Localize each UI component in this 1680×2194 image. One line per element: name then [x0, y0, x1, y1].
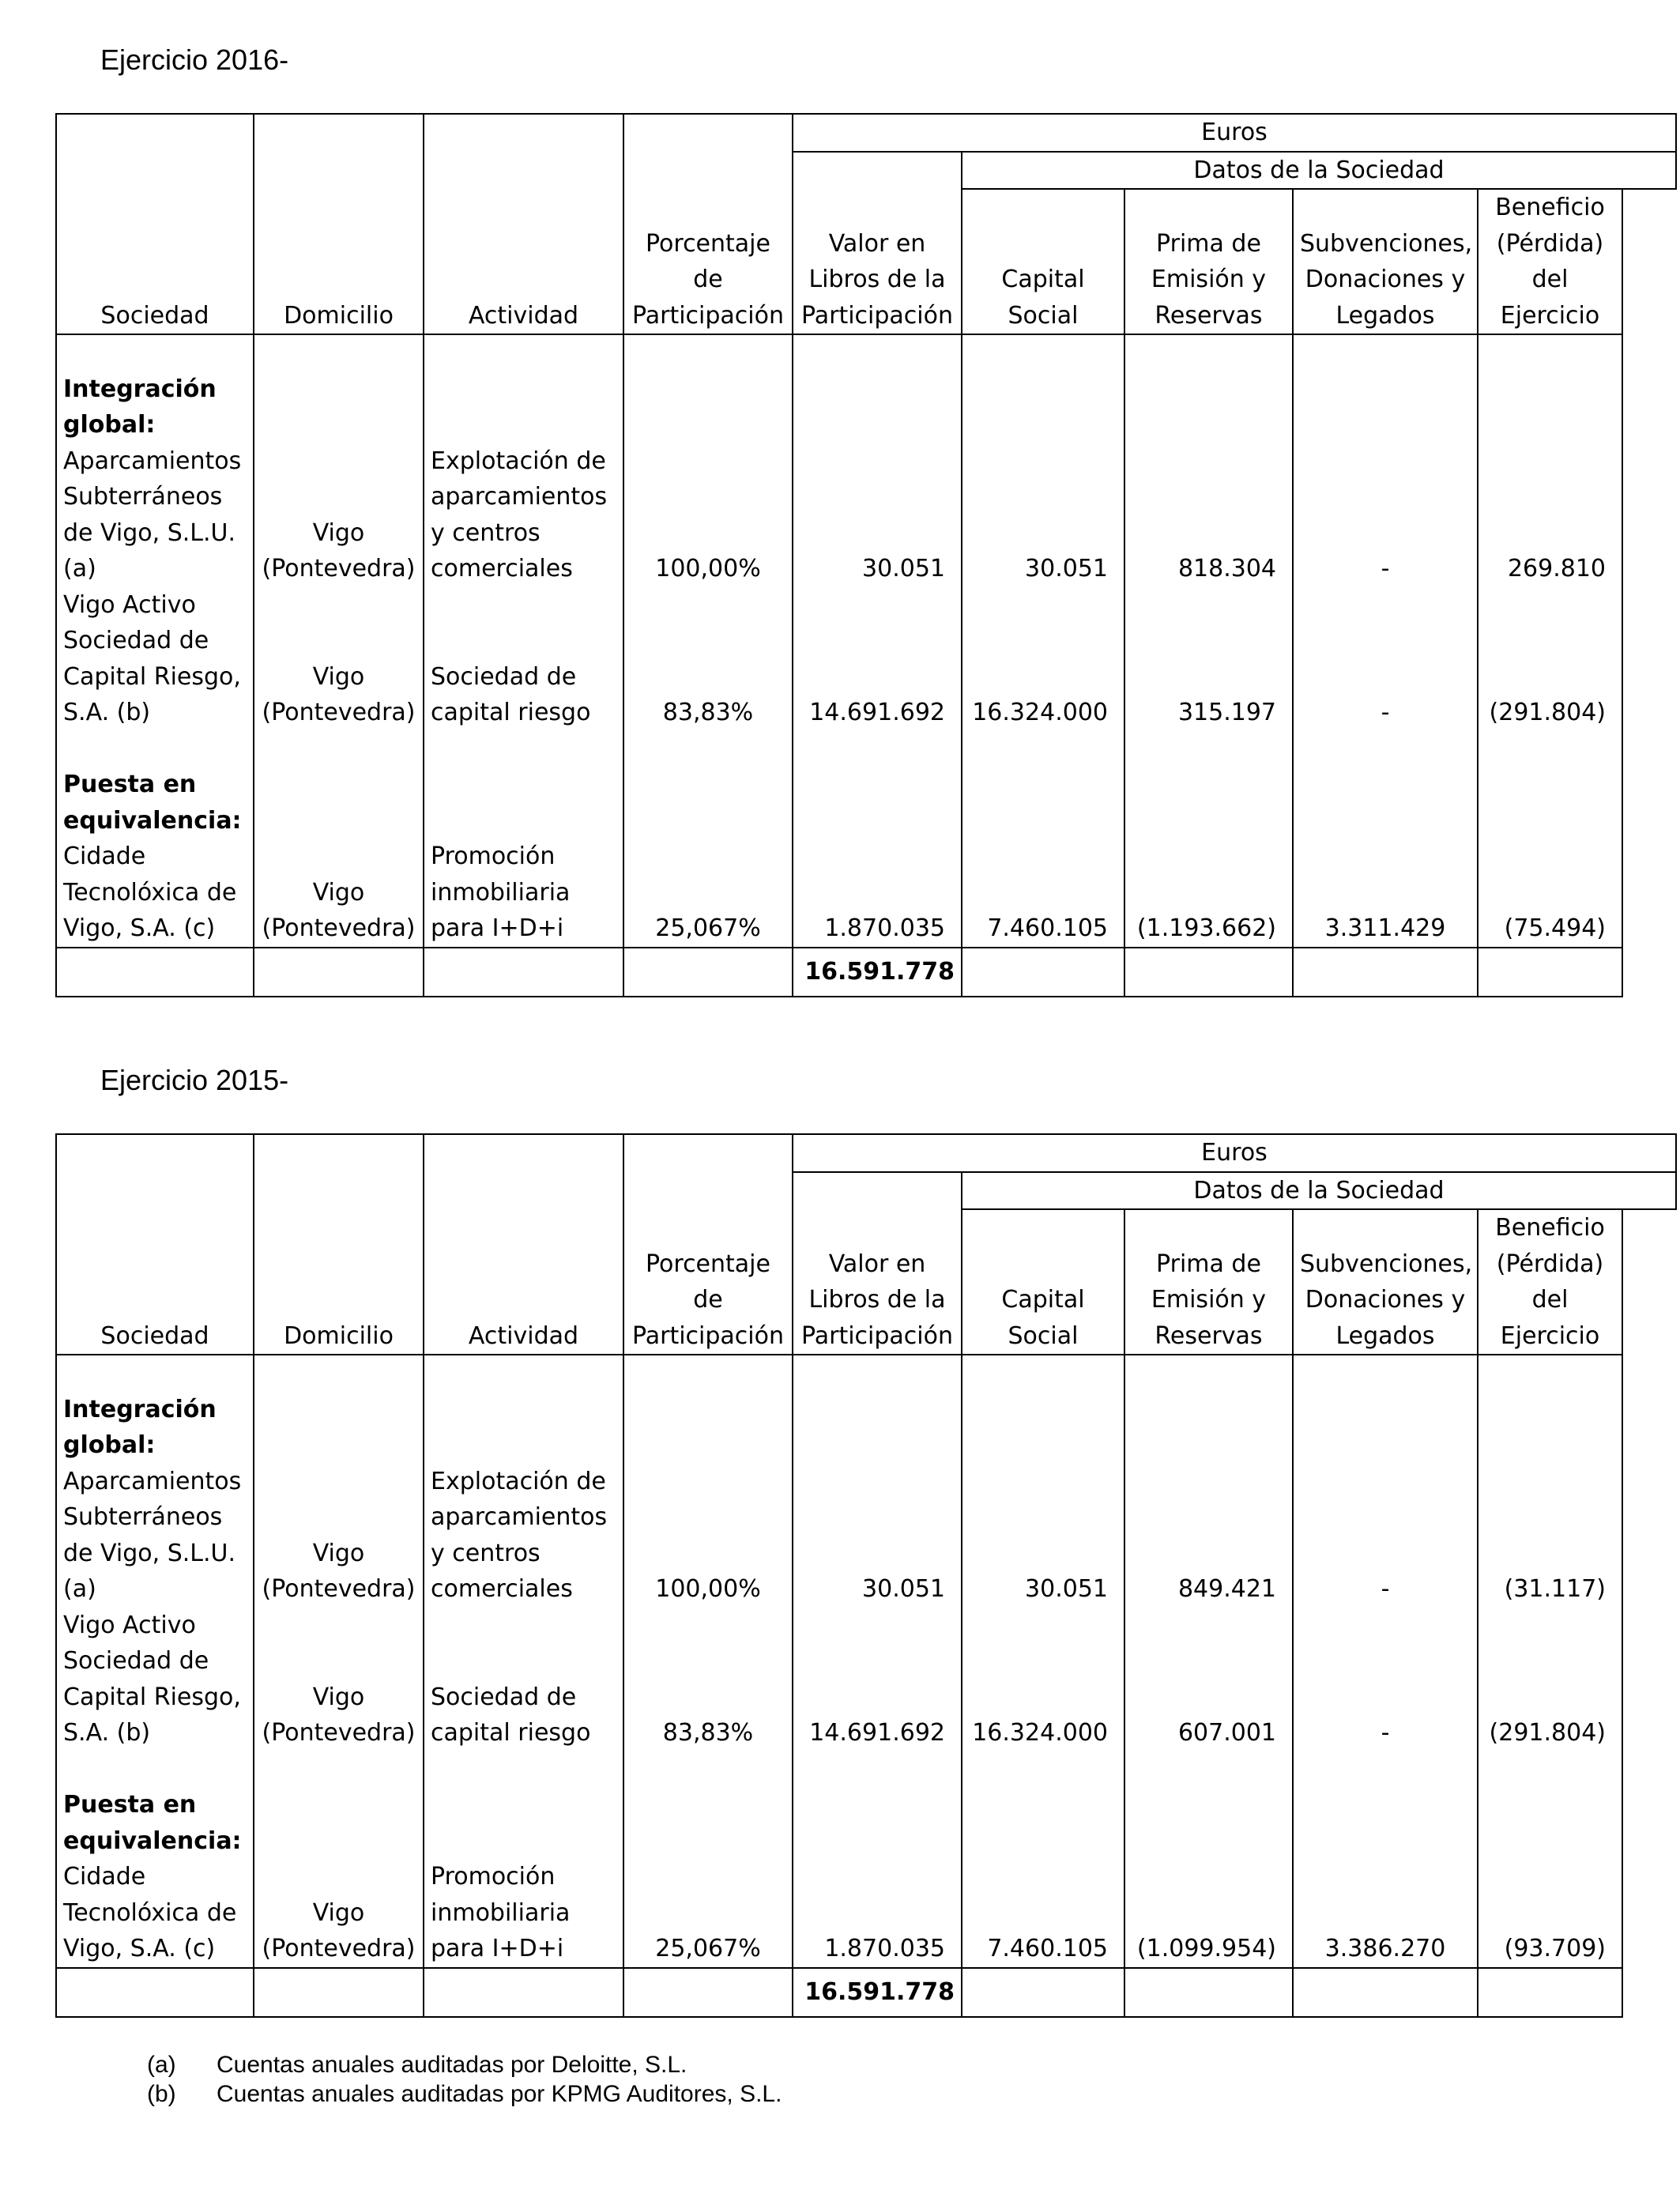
- col-beneficio: [1478, 1355, 1622, 1968]
- row-subvenciones: -: [1381, 555, 1390, 582]
- header-label: Participación: [800, 1321, 953, 1350]
- row-sociedad: (a): [63, 1575, 96, 1603]
- row-actividad: para I+D+i: [431, 1935, 564, 1962]
- row-sociedad: Tecnolóxica de: [63, 878, 237, 907]
- col-beneficio: [1478, 334, 1622, 948]
- header-label: Participación: [800, 301, 953, 330]
- header-label: Prima de: [1156, 229, 1261, 258]
- row-domicilio: Vigo: [312, 1898, 365, 1927]
- header-capital-social: [962, 189, 1124, 334]
- row-porcentaje: 25,067%: [655, 1935, 761, 1962]
- group-label: Integración: [63, 375, 217, 403]
- row-domicilio: (Pontevedra): [262, 1575, 416, 1603]
- header-label: del: [1531, 266, 1569, 293]
- row-capital-social: 7.460.105: [987, 1935, 1108, 1962]
- row-beneficio: (93.709): [1504, 1935, 1606, 1962]
- row-sociedad: S.A. (b): [63, 699, 151, 726]
- group-label: Puesta en: [63, 771, 197, 798]
- footnote-text: Cuentas anuales auditadas por Deloitte, S.L.: [217, 2052, 687, 2078]
- col-actividad: [424, 1355, 623, 1968]
- group-label: equivalencia:: [63, 806, 242, 835]
- col-capital-social: [962, 334, 1124, 948]
- col-sociedad: [56, 1355, 254, 1968]
- group-label: global:: [63, 1431, 156, 1459]
- row-valor-libros: 14.691.692: [809, 699, 945, 726]
- header-label: Euros: [1201, 119, 1268, 146]
- row-prima: (1.099.954): [1136, 1935, 1276, 1962]
- header-label: Legados: [1335, 1321, 1435, 1350]
- row-sociedad: Tecnolóxica de: [63, 1898, 237, 1927]
- row-subvenciones: 3.311.429: [1324, 914, 1446, 942]
- header-label: Datos de la Sociedad: [1193, 1176, 1445, 1204]
- row-sociedad: Vigo, S.A. (c): [63, 1935, 216, 1962]
- col-porcentaje: [623, 1355, 793, 1968]
- row-actividad: comerciales: [431, 555, 573, 582]
- group-label: Integración: [63, 1395, 217, 1423]
- section-title-2016: Ejercicio 2016-: [100, 43, 289, 76]
- row-sociedad: Aparcamientos: [63, 447, 242, 475]
- row-domicilio: (Pontevedra): [262, 555, 416, 582]
- col-porcentaje: [623, 334, 793, 948]
- row-domicilio: Vigo: [312, 878, 365, 907]
- header-label: Domicilio: [284, 1321, 394, 1350]
- col-domicilio: [254, 334, 424, 948]
- row-valor-libros: 30.051: [862, 1575, 945, 1603]
- row-prima: 818.304: [1177, 555, 1276, 582]
- row-sociedad: Vigo Activo: [63, 590, 196, 619]
- header-label: Actividad: [468, 301, 579, 330]
- row-subvenciones: -: [1381, 699, 1390, 726]
- header-capital-social: [962, 1209, 1124, 1355]
- row-sociedad: Cidade: [63, 1863, 146, 1891]
- footnote: [147, 2079, 782, 2109]
- header-label: Beneficio: [1495, 194, 1605, 221]
- row-valor-libros: 30.051: [862, 555, 945, 582]
- header-label: Social: [1008, 1321, 1079, 1350]
- header-label: (Pérdida): [1496, 229, 1604, 258]
- header-valor-libros: [793, 152, 962, 335]
- table: [55, 113, 1677, 997]
- header-label: Reservas: [1155, 301, 1263, 330]
- header-label: Donaciones y: [1305, 1286, 1466, 1314]
- row-actividad: aparcamientos: [431, 1503, 608, 1531]
- row-sociedad: Vigo, S.A. (c): [63, 914, 216, 942]
- header-label: Capital: [1001, 1286, 1085, 1314]
- row-sociedad: Cidade: [63, 843, 146, 870]
- row-actividad: Sociedad de: [431, 662, 577, 691]
- footnote: [147, 2050, 782, 2079]
- header-beneficio: [1478, 1209, 1622, 1355]
- group-label: global:: [63, 411, 156, 439]
- row-actividad: y centros: [431, 1539, 541, 1567]
- row-porcentaje: 83,83%: [662, 1719, 754, 1747]
- header-porcentaje: [623, 1134, 793, 1355]
- header-subvenciones: [1293, 1209, 1478, 1355]
- row-domicilio: (Pontevedra): [262, 1935, 416, 1962]
- row-porcentaje: 83,83%: [662, 699, 754, 726]
- row-actividad: Explotación de: [431, 1467, 606, 1495]
- row-sociedad: Vigo Activo: [63, 1611, 196, 1639]
- col-capital-social: [962, 1355, 1124, 1968]
- footnote-mark: (a): [147, 2052, 176, 2078]
- header-label: Participación: [631, 301, 784, 330]
- row-prima: 607.001: [1177, 1719, 1276, 1747]
- header-label: Valor en: [828, 229, 926, 258]
- row-capital-social: 30.051: [1025, 555, 1108, 582]
- header-label: Prima de: [1156, 1250, 1261, 1278]
- col-prima: [1124, 1355, 1293, 1968]
- footnote-mark: (b): [147, 2081, 176, 2107]
- row-beneficio: (291.804): [1489, 1719, 1606, 1747]
- header-label: (Pérdida): [1496, 1250, 1604, 1278]
- header-prima-emision: [1124, 1209, 1293, 1355]
- row-sociedad: Sociedad de: [63, 1647, 209, 1675]
- table-body-row: [56, 1355, 1676, 1968]
- header-label: Libros de la: [808, 1286, 946, 1314]
- header-label: Subvenciones,: [1300, 1250, 1473, 1278]
- row-sociedad: de Vigo, S.L.U.: [63, 1539, 236, 1567]
- header-label: Sociedad: [100, 301, 209, 330]
- row-actividad: y centros: [431, 518, 541, 547]
- col-subvenciones: [1293, 1355, 1478, 1968]
- row-domicilio: (Pontevedra): [262, 699, 416, 726]
- row-sociedad: Capital Riesgo,: [63, 1683, 241, 1711]
- col-valor-libros: [793, 1355, 962, 1968]
- row-prima: 849.421: [1177, 1575, 1276, 1603]
- row-actividad: inmobiliaria: [431, 878, 571, 907]
- header-label: Ejercicio: [1500, 1321, 1600, 1350]
- header-actividad: [424, 1134, 623, 1355]
- total-row: [56, 948, 1676, 997]
- total-row: [56, 1968, 1676, 2017]
- row-subvenciones: -: [1381, 1575, 1390, 1603]
- header-datos-sociedad: [962, 152, 1676, 190]
- row-sociedad: Subterráneos: [63, 1503, 223, 1531]
- row-sociedad: Capital Riesgo,: [63, 662, 241, 691]
- header-sociedad: [56, 114, 254, 334]
- header-sociedad: [56, 1134, 254, 1355]
- row-domicilio: Vigo: [312, 662, 365, 691]
- row-sociedad: Sociedad de: [63, 627, 209, 654]
- row-domicilio: Vigo: [312, 518, 365, 547]
- header-label: Libros de la: [808, 266, 946, 293]
- row-actividad: Promoción: [431, 843, 556, 870]
- header-label: Beneficio: [1495, 1214, 1605, 1242]
- header-label: Reservas: [1155, 1321, 1263, 1350]
- total-valor-libros: 16.591.778: [793, 1968, 962, 2017]
- header-label: de: [693, 266, 723, 293]
- row-actividad: para I+D+i: [431, 914, 564, 942]
- footnotes: [147, 2050, 782, 2109]
- row-actividad: Sociedad de: [431, 1683, 577, 1711]
- row-subvenciones: 3.386.270: [1324, 1935, 1446, 1962]
- row-domicilio: (Pontevedra): [262, 914, 416, 942]
- row-sociedad: Aparcamientos: [63, 1467, 242, 1495]
- header-datos-sociedad: [962, 1172, 1676, 1210]
- row-capital-social: 16.324.000: [972, 699, 1108, 726]
- row-sociedad: (a): [63, 555, 96, 582]
- header-label: Sociedad: [100, 1321, 209, 1350]
- header-euros: [793, 114, 1676, 152]
- header-prima-emision: [1124, 189, 1293, 334]
- col-valor-libros: [793, 334, 962, 948]
- row-actividad: inmobiliaria: [431, 1898, 571, 1927]
- header-label: Porcentaje: [646, 229, 770, 258]
- row-domicilio: (Pontevedra): [262, 1719, 416, 1747]
- row-subvenciones: -: [1381, 1719, 1390, 1747]
- row-beneficio: (75.494): [1504, 914, 1606, 942]
- header-porcentaje: [623, 114, 793, 334]
- header-beneficio: [1478, 189, 1622, 334]
- header-label: del: [1531, 1286, 1569, 1314]
- row-beneficio: (31.117): [1504, 1575, 1606, 1603]
- header-label: Capital: [1001, 266, 1085, 293]
- col-domicilio: [254, 1355, 424, 1968]
- row-domicilio: Vigo: [312, 1539, 365, 1567]
- row-actividad: Promoción: [431, 1863, 556, 1891]
- row-valor-libros: 1.870.035: [824, 914, 945, 942]
- header-domicilio: [254, 114, 424, 334]
- table: [55, 1133, 1677, 2018]
- header-label: Donaciones y: [1305, 266, 1466, 293]
- header-label: Subvenciones,: [1300, 229, 1473, 258]
- header-label: Datos de la Sociedad: [1193, 156, 1445, 184]
- col-subvenciones: [1293, 334, 1478, 948]
- row-actividad: capital riesgo: [431, 699, 591, 726]
- header-domicilio: [254, 1134, 424, 1355]
- header-label: Domicilio: [284, 301, 394, 330]
- header-label: Emisión y: [1151, 1286, 1267, 1314]
- col-actividad: [424, 334, 623, 948]
- col-prima: [1124, 334, 1293, 948]
- row-actividad: Explotación de: [431, 447, 606, 475]
- row-beneficio: 269.810: [1507, 555, 1606, 582]
- header-label: Porcentaje: [646, 1250, 770, 1278]
- row-porcentaje: 100,00%: [655, 555, 761, 582]
- col-sociedad: [56, 334, 254, 948]
- row-capital-social: 7.460.105: [987, 914, 1108, 942]
- row-actividad: comerciales: [431, 1575, 573, 1603]
- row-porcentaje: 100,00%: [655, 1575, 761, 1603]
- row-prima: (1.193.662): [1136, 914, 1276, 942]
- header-subvenciones: [1293, 189, 1478, 334]
- header-label: Ejercicio: [1500, 301, 1600, 330]
- row-sociedad: S.A. (b): [63, 1719, 151, 1747]
- header-label: Participación: [631, 1321, 784, 1350]
- group-label: Puesta en: [63, 1791, 197, 1819]
- header-label: Euros: [1201, 1139, 1268, 1167]
- row-valor-libros: 1.870.035: [824, 1935, 945, 1962]
- table-body-row: [56, 334, 1676, 948]
- row-capital-social: 30.051: [1025, 1575, 1108, 1603]
- header-label: Actividad: [468, 1321, 579, 1350]
- row-actividad: aparcamientos: [431, 483, 608, 511]
- row-sociedad: Subterráneos: [63, 483, 223, 511]
- row-sociedad: de Vigo, S.L.U.: [63, 518, 236, 547]
- row-beneficio: (291.804): [1489, 699, 1606, 726]
- header-label: Social: [1008, 301, 1079, 330]
- header-label: de: [693, 1286, 723, 1314]
- row-capital-social: 16.324.000: [972, 1719, 1108, 1747]
- section-title-2015: Ejercicio 2015-: [100, 1064, 289, 1096]
- header-label: Emisión y: [1151, 266, 1267, 293]
- row-actividad: capital riesgo: [431, 1719, 591, 1747]
- header-valor-libros: [793, 1172, 962, 1355]
- row-prima: 315.197: [1177, 699, 1276, 726]
- row-domicilio: Vigo: [312, 1683, 365, 1711]
- row-valor-libros: 14.691.692: [809, 1719, 945, 1747]
- header-actividad: [424, 114, 623, 334]
- total-valor-libros: 16.591.778: [793, 948, 962, 997]
- header-label: Legados: [1335, 301, 1435, 330]
- header-euros: [793, 1134, 1676, 1172]
- row-porcentaje: 25,067%: [655, 914, 761, 942]
- header-label: Valor en: [828, 1250, 926, 1278]
- footnote-text: Cuentas anuales auditadas por KPMG Auditores, S.L.: [217, 2081, 782, 2107]
- group-label: equivalencia:: [63, 1826, 242, 1855]
